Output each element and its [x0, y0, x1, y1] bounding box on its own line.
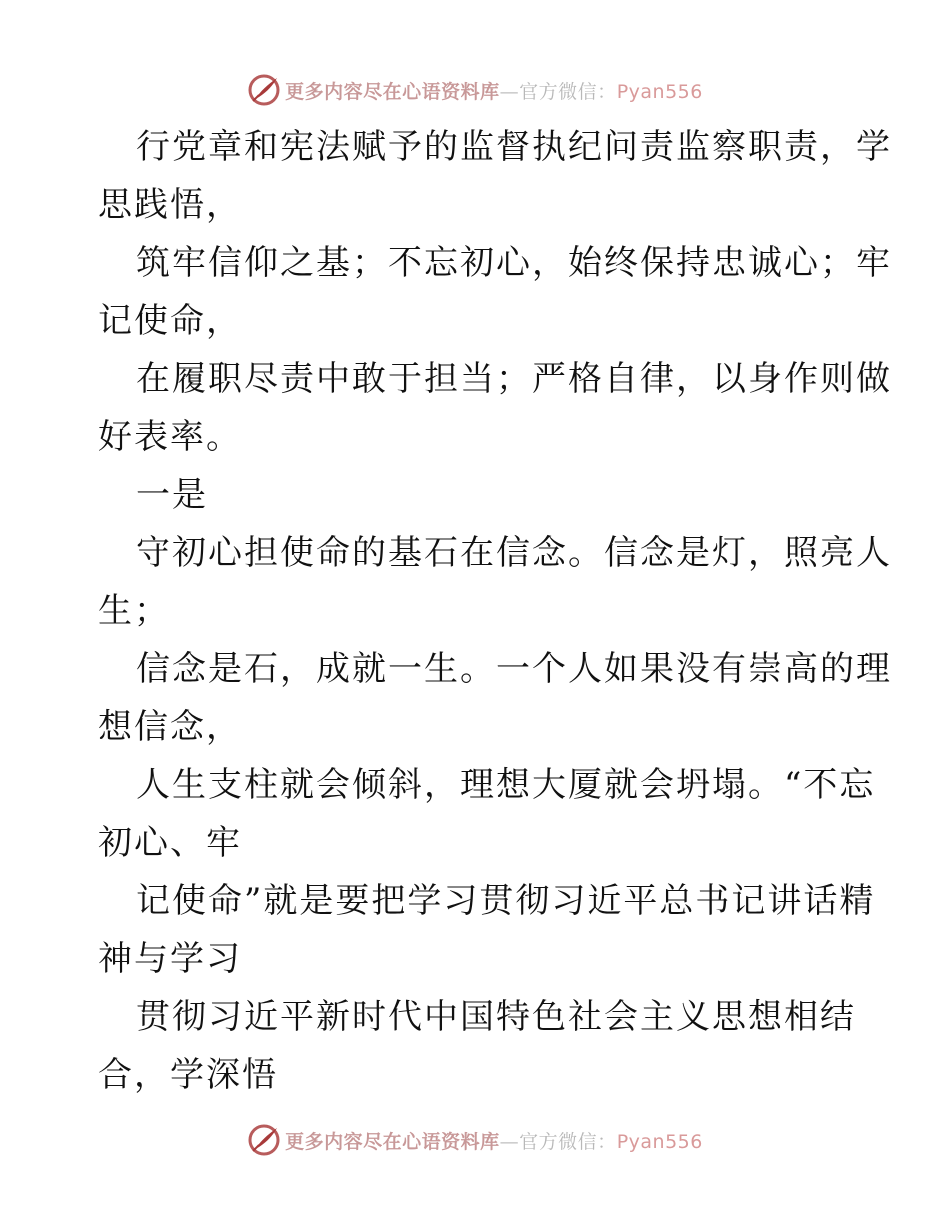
- watermark-handle: Pyan556: [616, 80, 703, 103]
- body-line: 行党章和宪法赋予的监督执纪问责监察职责，学: [136, 127, 892, 167]
- body-line: 生；: [98, 591, 170, 631]
- body-line: 贯彻习近平新时代中国特色社会主义思想相结: [136, 997, 856, 1037]
- watermark-brand: 更多内容尽在心语资料库: [285, 1130, 500, 1153]
- body-line: 神与学习: [98, 939, 242, 979]
- body-line: 人生支柱就会倾斜，理想大厦就会坍塌。“不忘: [136, 765, 876, 805]
- body-line: 在履职尽责中敢于担当；严格自律，以身作则做: [136, 359, 892, 399]
- watermark-wechat-label: 官方微信：: [519, 80, 617, 103]
- quill-logo-icon: [247, 1123, 281, 1157]
- watermark-handle: Pyan556: [616, 1130, 703, 1153]
- body-line: 合，学深悟: [98, 1055, 278, 1095]
- footer-watermark: [0, 1120, 950, 1160]
- header-watermark: [0, 70, 950, 110]
- watermark-wechat-label: 官方微信：: [519, 1130, 617, 1153]
- body-line: 记使命，: [98, 301, 242, 341]
- document-body: [98, 118, 892, 1104]
- body-line: 思践悟，: [98, 185, 242, 225]
- body-line: 一是: [136, 475, 208, 515]
- body-line: 想信念，: [98, 707, 242, 747]
- watermark-separator: —: [499, 1130, 520, 1153]
- watermark-text: [285, 1127, 703, 1154]
- body-line: 记使命”就是要把学习贯彻习近平总书记讲话精: [136, 881, 876, 921]
- watermark-separator: —: [499, 80, 520, 103]
- body-line: 好表率。: [98, 417, 242, 457]
- watermark-text: [285, 77, 703, 104]
- body-line: 筑牢信仰之基；不忘初心，始终保持忠诚心；牢: [136, 243, 892, 283]
- body-line: 守初心担使命的基石在信念。信念是灯，照亮人: [136, 533, 892, 573]
- body-line: 信念是石，成就一生。一个人如果没有崇高的理: [136, 649, 892, 689]
- quill-logo-icon: [247, 73, 281, 107]
- watermark-brand: 更多内容尽在心语资料库: [285, 80, 500, 103]
- body-line: 初心、牢: [98, 823, 242, 863]
